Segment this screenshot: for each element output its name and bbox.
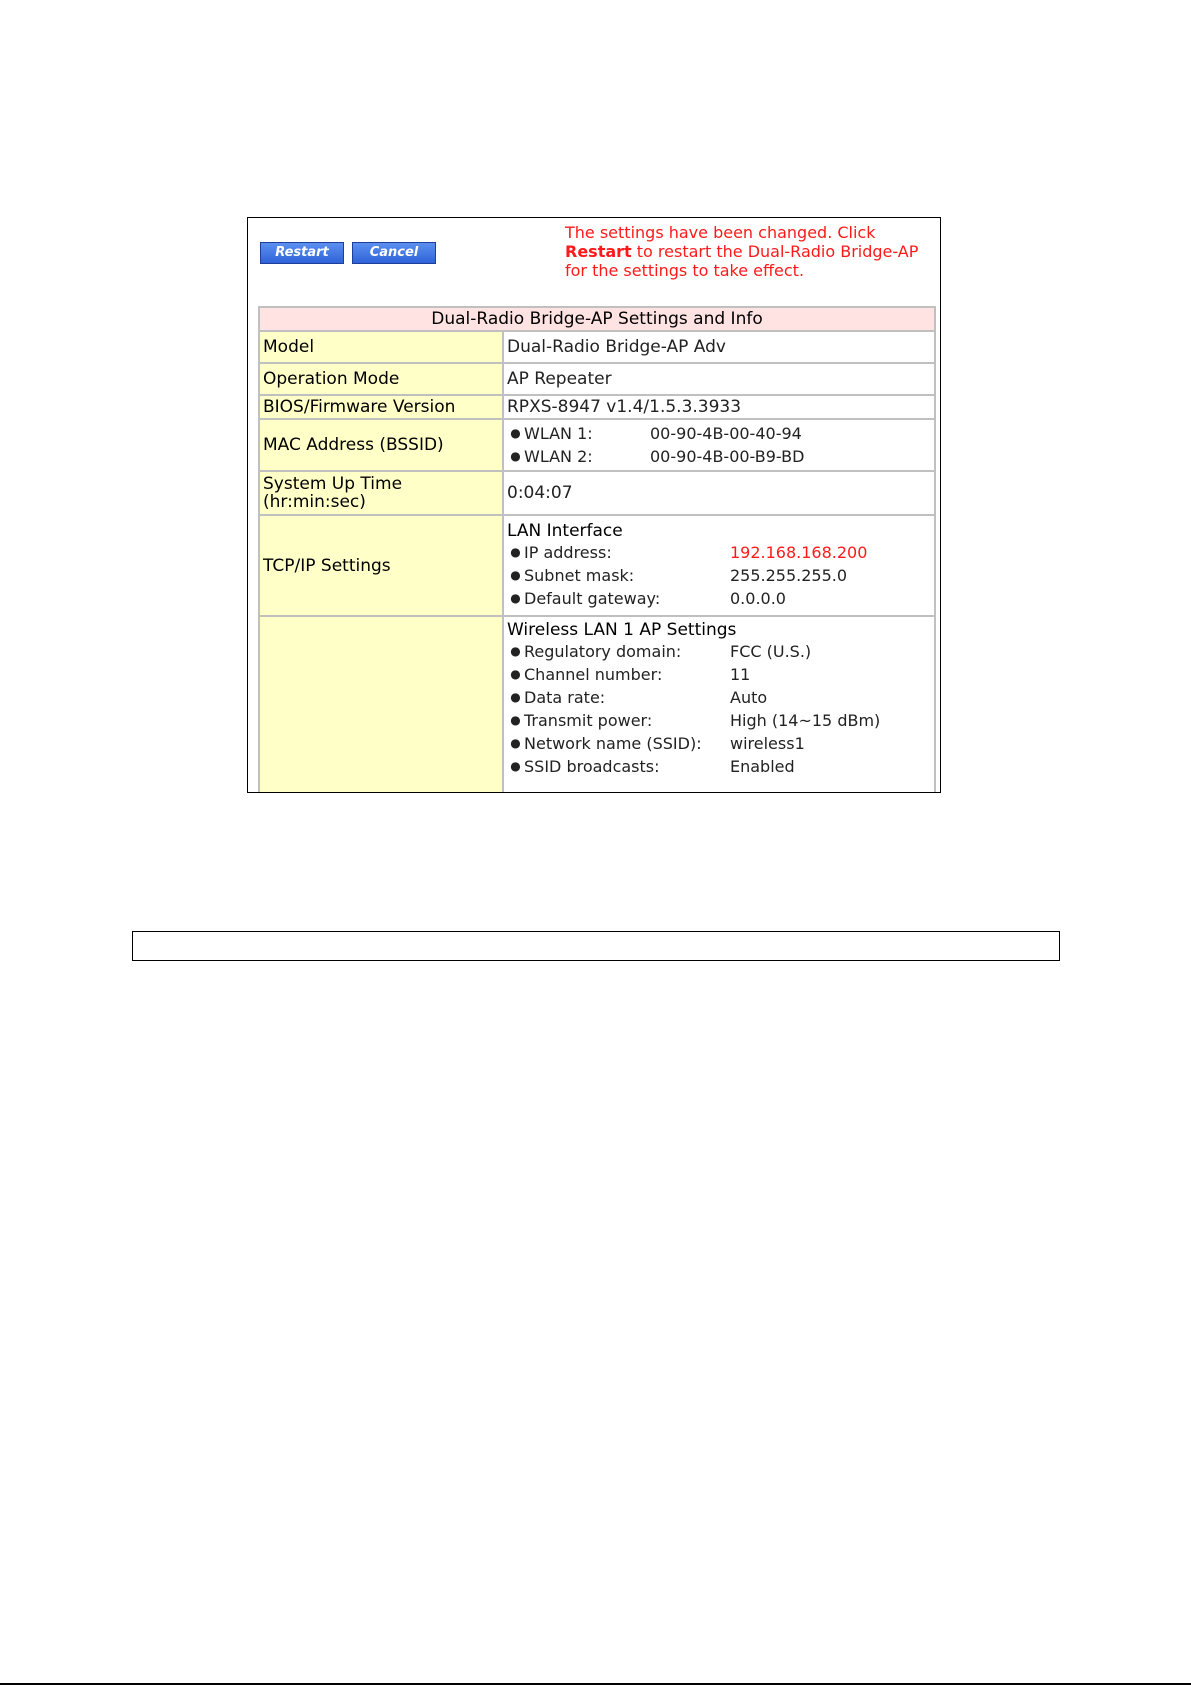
wlan1-label — [259, 616, 503, 793]
list-item — [507, 709, 931, 732]
settings-changed-notice — [565, 223, 935, 280]
lan-interface-title: LAN Interface — [507, 521, 623, 541]
bullet-icon: ● — [510, 667, 521, 681]
item-value: 0.0.0.0 — [730, 589, 786, 608]
bullet-icon: ● — [510, 545, 521, 559]
item-value: Enabled — [730, 757, 795, 776]
operation-mode-label: Operation Mode — [259, 363, 503, 395]
bullet-icon: ● — [510, 690, 521, 704]
firmware-value: RPXS-8947 v1.4/1.5.3.3933 — [503, 395, 935, 419]
mac-val: 00-90-4B-00-40-94 — [650, 424, 802, 443]
list-item — [507, 564, 931, 587]
table-row — [259, 419, 935, 471]
item-key: Transmit power: — [524, 711, 653, 730]
table-row — [259, 515, 935, 616]
bullet-icon: ● — [510, 644, 521, 658]
cancel-button[interactable]: Cancel — [352, 242, 436, 264]
uptime-label: System Up Time (hr:min:sec) — [259, 471, 503, 515]
bullet-icon: ● — [510, 449, 521, 463]
ip-address-value: 192.168.168.200 — [730, 543, 868, 562]
settings-info-table — [258, 306, 936, 793]
item-key: SSID broadcasts: — [524, 757, 660, 776]
item-value: FCC (U.S.) — [730, 642, 812, 661]
item-key: Data rate: — [524, 688, 606, 707]
mac-label: MAC Address (BSSID) — [259, 419, 503, 471]
mac-key: WLAN 2: — [524, 447, 593, 466]
bullet-icon: ● — [510, 426, 521, 440]
operation-mode-value: AP Repeater — [503, 363, 935, 395]
screenshot-frame — [247, 217, 941, 793]
table-title: Dual-Radio Bridge-AP Settings and Info — [259, 307, 935, 331]
table-row — [259, 363, 935, 395]
item-value: wireless1 — [730, 734, 805, 753]
firmware-label: BIOS/Firmware Version — [259, 395, 503, 419]
table-row — [259, 331, 935, 363]
item-value: 11 — [730, 665, 751, 684]
model-value: Dual-Radio Bridge-AP Adv — [503, 331, 935, 363]
restart-button[interactable]: Restart — [260, 242, 344, 264]
uptime-value: 0:04:07 — [503, 471, 935, 515]
tcpip-value — [503, 515, 935, 616]
table-header-row — [259, 307, 935, 331]
mac-value — [503, 419, 935, 471]
item-key: Default gateway: — [524, 589, 661, 608]
model-label: Model — [259, 331, 503, 363]
list-item — [507, 422, 931, 445]
list-item — [507, 587, 931, 610]
item-value: High (14~15 dBm) — [730, 711, 881, 730]
caption-box — [132, 931, 1060, 961]
list-item — [507, 755, 931, 778]
mac-key: WLAN 1: — [524, 424, 593, 443]
list-item — [507, 663, 931, 686]
bullet-icon: ● — [510, 591, 521, 605]
item-key: IP address: — [524, 543, 612, 562]
item-key: Subnet mask: — [524, 566, 635, 585]
bullet-icon: ● — [510, 759, 521, 773]
bullet-icon: ● — [510, 568, 521, 582]
notice-text-post: to restart the Dual-Radio Bridge-AP for the settings to take effect. — [565, 242, 919, 280]
wlan1-title: Wireless LAN 1 AP Settings — [507, 620, 737, 640]
item-key: Channel number: — [524, 665, 663, 684]
item-value: Auto — [730, 688, 768, 707]
list-item — [507, 541, 931, 564]
bullet-icon: ● — [510, 736, 521, 750]
notice-text-pre: The settings have been changed. Click — [565, 223, 876, 242]
item-key: Network name (SSID): — [524, 734, 702, 753]
wlan1-value — [503, 616, 935, 793]
mac-val: 00-90-4B-00-B9-BD — [650, 447, 805, 466]
table-row — [259, 395, 935, 419]
tcpip-label: TCP/IP Settings — [259, 515, 503, 616]
table-row — [259, 616, 935, 793]
item-value: 255.255.255.0 — [730, 566, 848, 585]
item-key: Regulatory domain: — [524, 642, 682, 661]
bullet-icon: ● — [510, 713, 521, 727]
notice-restart-word: Restart — [565, 242, 632, 261]
list-item — [507, 445, 931, 468]
list-item — [507, 640, 931, 663]
list-item — [507, 732, 931, 755]
list-item — [507, 686, 931, 709]
table-row — [259, 471, 935, 515]
